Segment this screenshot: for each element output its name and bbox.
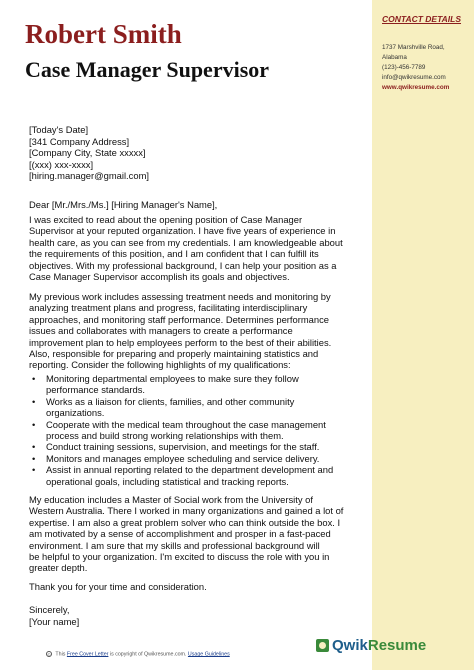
- paragraph-line: health care, as you can see from my credentials. I am knowledgeable about: [29, 236, 343, 248]
- list-item: • Monitoring departmental employees to make sure they follow performance standards.: [29, 373, 364, 396]
- contact-title: CONTACT DETAILS: [382, 14, 462, 24]
- job-title: Case Manager Supervisor: [25, 57, 270, 82]
- paragraph-line: My education includes a Master of Social work from the University of: [29, 494, 313, 505]
- letter-date: [Today's Date]: [29, 124, 89, 135]
- contact-address-line1: 1737 Marshville Road,: [382, 44, 445, 51]
- signature: [Your name]: [29, 616, 80, 627]
- logo-icon: [316, 639, 329, 652]
- paragraph-line: objectives. With my professional background, I can help your position as a: [29, 259, 337, 271]
- contact-email[interactable]: info@qwikresume.com: [382, 74, 446, 81]
- contact-phone: (123)-456-7789: [382, 64, 426, 71]
- paragraph-line: environment. I am sure that my skills and professional background will: [29, 539, 320, 551]
- recipient-line: [hiring.manager@gmail.com]: [29, 170, 149, 182]
- applicant-name: Robert Smith: [25, 19, 182, 49]
- usage-guidelines-link[interactable]: Usage Guidelines: [187, 651, 230, 658]
- closing: Sincerely,: [29, 604, 70, 615]
- copyright-icon: ©: [47, 652, 51, 657]
- qualifications-list: [29, 373, 364, 487]
- paragraph-line: reporting. Consider the following highlights of my qualifications:: [29, 359, 291, 371]
- recipient-block: [29, 136, 364, 182]
- list-item: • Conduct training sessions, supervision, and meetings for the staff.: [29, 441, 364, 452]
- copyright-footer: © This Free Cover Letter is copyright of Qwikresume.com. Usage Guidelines: [47, 651, 230, 658]
- paragraph-line: Supervisor at your reputed organization. I have five years of experience in: [29, 225, 336, 237]
- list-item: • Assist in annual reporting related to the department development and operational goals, including statistical and tracking reports.: [29, 464, 364, 487]
- paragraph-experience: [29, 291, 364, 371]
- list-item: • Cooperate with the medical team throughout the case management process and build strong working relationships with them.: [29, 419, 364, 442]
- paragraph-education: [29, 494, 364, 574]
- paragraph-line: Case Manager Supervisor accomplish its goals and objectives.: [29, 271, 290, 283]
- paragraph-line: issues and collaborates with managers to create a performance: [29, 325, 293, 337]
- paragraph-line: greater depth.: [29, 562, 88, 574]
- paragraph-line: I was excited to read about the opening position of Case Manager: [29, 214, 303, 225]
- paragraph-line: Also, responsible for preparing and properly maintaining statistics and: [29, 348, 319, 360]
- paragraph-intro: [29, 214, 364, 282]
- contact-website[interactable]: www.qwikresume.com: [382, 84, 450, 91]
- recipient-line: [(xxx) xxx-xxxx]: [29, 158, 94, 170]
- contact-address-line2: Alabama: [382, 54, 407, 61]
- salutation: Dear [Mr./Mrs./Ms.] [Hiring Manager's Name],: [29, 199, 218, 210]
- paragraph-line: be helpful to your organization. I'm excited to discuss the role with you in: [29, 551, 330, 563]
- paragraph-line: analyzing treatment plans and progress, facilitating interdisciplinary: [29, 302, 308, 314]
- paragraph-line: My previous work includes assessing treatment needs and monitoring by: [29, 291, 331, 302]
- paragraph-line: improvement plan to help employees perform to the best of their abilities.: [29, 336, 332, 348]
- list-item: • Monitors and manages employee scheduling and service delivery.: [29, 453, 364, 464]
- paragraph-line: approaches, and monitoring staff performance. Determines performance: [29, 313, 329, 325]
- recipient-line: [341 Company Address]: [29, 136, 130, 147]
- paragraph-line: Western Australia. There I worked in many organizations and gained a lot of: [29, 505, 344, 517]
- paragraph-line: the requirements of this position, and I am confident that I can fulfill its: [29, 248, 319, 260]
- qwikresume-logo[interactable]: QwikResume: [316, 637, 426, 654]
- contact-sidebar: [372, 0, 474, 670]
- free-cover-letter-link[interactable]: Free Cover Letter: [66, 651, 109, 658]
- list-item: • Works as a liaison for clients, families, and other community organizations.: [29, 396, 364, 419]
- paragraph-line: expertise. I am also a great problem solver who can think outside the box. I: [29, 516, 341, 528]
- recipient-line: [Company City, State xxxxx]: [29, 147, 146, 159]
- paragraph-line: am motivated by a sense of accomplishment and prosper in a fast-paced: [29, 528, 331, 540]
- thanks-line: Thank you for your time and consideration.: [29, 581, 207, 592]
